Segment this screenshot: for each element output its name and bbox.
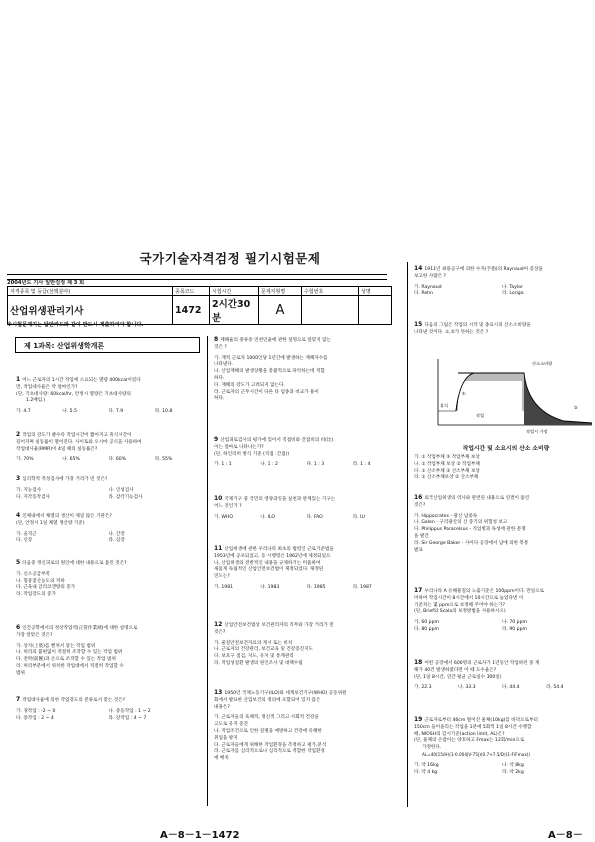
option[interactable]: 나. 5.5	[62, 409, 77, 415]
option[interactable]: 나. 70 ppm	[502, 620, 527, 626]
question-15-options	[414, 455, 590, 482]
option[interactable]: 라. 감각기능검사	[108, 494, 143, 500]
option[interactable]: 나. 근로자의 건강관리, 보건교육 및 건강증진지도	[214, 647, 313, 653]
option[interactable]: 나. ① 작업부채 보상 ② 작업부채	[414, 461, 480, 467]
option[interactable]: 나. 1 : 2	[260, 462, 278, 468]
subject-heading: 제 1과목: 산업위생학개론	[15, 337, 200, 353]
option[interactable]: 라. 10.8	[154, 409, 173, 415]
question-15: 15 다음의 그림은 작업의 시작 및 종료시의 산소소비량을 나타낸 것이다. ①,②가 뜻하는 것은 ?	[414, 321, 531, 335]
column-divider-2	[407, 262, 408, 807]
option[interactable]: 가. 골격근	[16, 531, 37, 537]
option[interactable]: 다. Philippus Paracelsus - 직업병과 독성에 관한 문명	[414, 527, 526, 533]
option[interactable]: 라. 54.4	[546, 685, 564, 691]
answer-options: 가. Hippocrates - 광산 납중독 나. Galen - 구리광산의 산 증기의 위험성 보고 다. Philippus Paracelsus - 직업병과 독성에 관한 문명 을 발간 라. Sir George Baker - 사이다 공장에서 납에 의한 복통 발표	[414, 514, 590, 555]
question-19: 19 근로자로부터 46cm 떨어진 물체(10kg)를 바닥으로부터 150cm 들어올리는 작업을 1분에 5회씩 1일 8시간 수행할 때, NIOSH의 감시기준(action limit, AL)은? (단, 물체의 손잡이는 양호하고 Fmax는 12회/min으로 가정한다. AL=40(15/H)(1-0.004|V-75|)(0.7+7.5/D)(1-F/Fmax)) 가. 약 16kg 나. 약 8kg 다. 약 4 kg 라. 약 2kg	[414, 717, 590, 776]
question-17: 17 우리나라 A 유해물질의 노출기준은 100ppm이다. 만일으로 미하여 작업시간이 8시간에서 10시간으로 늘었다면 이 기준치는 몇 ppm으로 보정해 주어야 하는가? (단, Brief와 Scala의 보정방법을 사용하시오) 가. 60 ppm 나. 70 ppm 다. 80 ppm 라. 90 ppm	[414, 588, 590, 634]
answer-options	[414, 620, 590, 634]
question-11: 11 산업위생에 관한 우리나라 최초의 법령인 근로기준법을 1953년에 공포되었고, 동 시행령은 1962년에 제정되었으 나, 산업위생의 전반적인 내용을 규제하기는 미흡하여 새롭게 독립적인 산업안전보건법이 제정되었다. 제정된 연도는? 가. 1981 나. 1983 다. 1985 라. 1987	[214, 546, 399, 592]
option[interactable]: 가. 상지(上肢)를 뻗쳐서 닿는 작업 범위	[16, 643, 96, 649]
option[interactable]: 가. 경작업 : -2 ~ 0	[16, 708, 56, 714]
option[interactable]: 라. Loriga	[502, 291, 524, 297]
option[interactable]: 다. 44.4	[502, 685, 520, 691]
time-value: 2시간30분	[210, 296, 259, 325]
answer-options	[214, 462, 399, 469]
time-label: 작업시 가정	[526, 429, 548, 434]
exam-number-box[interactable]	[302, 296, 359, 325]
option[interactable]: 라. 1 : 4	[352, 462, 371, 468]
option[interactable]: 가. 4.7	[16, 409, 31, 415]
option[interactable]: 가. 신소공급부족	[16, 571, 50, 577]
option[interactable]: 가. 지능검사	[16, 487, 42, 493]
option[interactable]: 가. WHO	[214, 514, 233, 520]
option[interactable]: 다. 60%	[108, 457, 127, 463]
field-value: 산업위생관리기사	[8, 296, 173, 325]
time-label: 시험시간	[210, 287, 259, 296]
option[interactable]: 라. 심장	[108, 538, 125, 544]
answer-options	[414, 685, 590, 692]
question-18: 18 어떤 공장에서 600명의 근로자가 1년동안 작업하던 중 재 해가 40건 발생하였다면 이 때 도수율은? (단, 1일 8시간, 연간 평균 근로일수 300일) 가. 22.3 나. 33.3 다. 44.4 라. 54.4	[414, 660, 590, 692]
option[interactable]: 가. 물질안전보건자료의 게시 또는 비치	[214, 640, 293, 646]
answer-options	[214, 641, 399, 668]
figure-caption: 작업시간 및 소요시의 산소 소비량	[462, 446, 550, 452]
question-number: 1	[16, 376, 21, 383]
option[interactable]: 나. 작업조건으로 인한 질병을 예방하고 건강에 유해한	[214, 728, 322, 734]
question-6: 6 인간공학에서의 정상작업역(正常作業域)에 대한 설명으로 가장 알맞은 것은? 가. 상지(上肢)를 뻗쳐서 닿는 작업 범위 나. 허리의 불편없이 적절히 조작할 수 있는 작업 범위 다. 전박(前腕)과 손으로 조작할 수 있는 작업 범위 라. 허리부분에서 위치한 작업대에서 적절히 작업할 수 범위	[16, 625, 201, 678]
question-2: 2 작업의 강도가 클수록 작업시간이 짧아지고 휴식시간이 길어지며 실동률이 떨어진다. 사이토와 오시마 공식을 사용하여 작업대사율(RMR)이 4일 때의 실동률은? 가. 70% 나. 65% 다. 60% 라. 55%	[16, 432, 201, 464]
option[interactable]: 라. 허리부분에서 위치한 작업대에서 적절히 작업할 수	[16, 663, 124, 669]
option[interactable]: 나. 간장	[108, 531, 125, 537]
option[interactable]: 가. 1981	[214, 584, 234, 590]
name-label: 성명	[359, 287, 392, 296]
y-axis-label: 산소소비량	[532, 361, 553, 366]
answer-options	[414, 285, 590, 299]
option[interactable]: 다. 근로자들에게 위해한 작업환경을 측정하고 평가,분석	[214, 742, 327, 748]
marker-1: ①	[462, 391, 466, 396]
option[interactable]: 가. 약 16kg	[414, 762, 439, 768]
option[interactable]: 라. 55%	[154, 457, 173, 463]
page-footer-next: A－8－	[548, 830, 583, 841]
option[interactable]: 라. Sir George Baker - 사이다 공장에서 납에 의한 복통	[414, 540, 529, 546]
option[interactable]: 가. Hippocrates - 광산 납중독	[414, 513, 478, 519]
answer-options	[414, 763, 590, 777]
question-10: 10 국제기구 중 국민의 영양과잉을 실천과 관계있는 기구는 어느 것인가 ? 가. WHO 나. ILO 다. FAO 라. IU	[214, 496, 399, 521]
answer-options: 가. 근로자들의 육체적, 정신적 그리고 사회적 건강을 고도로 유지 증진 나. 작업조건으로 인한 질병을 예방하고 건강에 유해한 취업을 방지 다. 근로자들에게 위해한 작업환경을 측정하고 평가,분석 라. 근로자를 심리적으로나 심리적으로 적합한 작업환경 에 배치	[214, 715, 399, 763]
answer-options	[214, 515, 399, 522]
answer-options	[414, 455, 590, 482]
answer-options	[16, 572, 201, 599]
option[interactable]: 나. 약 8kg	[502, 762, 524, 768]
page-footer: A－8－1－1472	[160, 830, 240, 841]
type-value: A	[259, 296, 302, 325]
option[interactable]: 라. 근로자를 심리적으로나 심리적으로 적합한 작업환경	[214, 749, 325, 755]
question-1: 1 어느 근로자의 1시간 작업에 소요되는 열량 400kcal이었다 면, 작업대사율은 약 얼마인가? (단, 기초대사량: 60kcal/hr, 안정시 열량은 기초대사량의 1.2배임.) 가. 4.7 나. 5.5 다. 7.9 라. 10.8	[16, 377, 201, 416]
option[interactable]: 다. 재해의 강도가 고려되지 않는다.	[214, 382, 285, 388]
option[interactable]: 라. IU	[352, 514, 365, 520]
answer-options: 가. 재적 근로자 1000인당 1년간에 발생하는 재해자수를 나타낸다. 나. 산업재해의 발생상황을 총괄적으로 파악하는데 적합 하다. 다. 재해의 강도가 고려되지 않는다. 라. 근로자의 근무시간이 다른 타 업종과 비교가 용이 하다.	[214, 356, 399, 404]
option[interactable]: 가. 재적 근로자 1000인당 1년간에 발생하는 재해자수를	[214, 355, 328, 361]
option[interactable]: 나. 33.3	[458, 685, 476, 691]
option[interactable]: 라. 90 ppm	[502, 626, 527, 632]
answer-options: 가. 상지(上肢)를 뻗쳐서 닿는 작업 범위 나. 허리의 불편없이 적절히 조작할 수 있는 작업 범위 다. 전박(前腕)과 손으로 조작할 수 있는 작업 범위 라. 허리부분에서 위치한 작업대에서 적절히 작업할 수 범위	[16, 644, 201, 678]
field-label: 자격종목 및 등급(선택분야)	[8, 287, 173, 296]
exam-title: 국가기술자격검정 필기시험문제	[139, 251, 321, 266]
exam-meta-table	[7, 286, 392, 325]
option[interactable]: 다. 80 ppm	[414, 626, 439, 632]
option[interactable]: 다. 1985	[306, 584, 326, 590]
option[interactable]: 나. 1983	[260, 584, 280, 590]
question-7: 7 작업대사율에 의한 작업강도의 분류로서 맞는 것은? 가. 경작업 : -2 ~ 0 나. 중등작업 : 1 ~ 2 다. 중작업 : 2 ~ 4 라. 강작업 : 4 ~ 7	[16, 697, 201, 722]
exam-session-info: 2004년도 기사 일반검정 제 3 회	[7, 280, 85, 286]
option[interactable]: 나. 65%	[62, 457, 80, 463]
option[interactable]: 다. 중작업 : 2 ~ 4	[16, 715, 54, 721]
rest-label: 휴식	[440, 403, 449, 408]
exam-number-label: 수험번호	[302, 287, 359, 296]
option[interactable]: 다. 신장	[16, 538, 33, 544]
option[interactable]: 가. ① 작업부채 ② 작업부채 보상	[414, 455, 480, 460]
option[interactable]: 라. 강작업 : 4 ~ 7	[108, 715, 147, 721]
option[interactable]: 가. 60 ppm	[414, 620, 439, 626]
option[interactable]: 가. Raynaud	[414, 284, 442, 290]
option[interactable]: 나. 산업재해의 발생상황을 총괄적으로 파악하는데 적합	[214, 369, 325, 375]
option[interactable]: 가. 70%	[16, 457, 34, 463]
option[interactable]: 다. ① 산소부채 ② 산소부채 보상	[414, 468, 480, 474]
question-4: 4 인체내에서 체열의 생산이 제일 많은 기관은? (단, 안정시 1일 체열 생산량 기준) 가. 골격근 나. 간장 다. 신장 라. 심장	[16, 513, 201, 545]
question-16: 16 외국산업위생의 역사와 관련된 내용으로 연결이 틀린 것은? 가. Hippocrates - 광산 납중독 나. Galen - 구리광산의 산 증기의 위험성 보고 다. Philippus Paracelsus - 직업병과 독성에 관한 문명 을 발간 라. Sir George Baker - 사이다 공장에서 납에 의한 복통 발표	[414, 495, 590, 554]
option[interactable]: 다. 근육내 글리코겐량의 증가	[16, 585, 76, 591]
answer-options	[16, 457, 201, 464]
option[interactable]: 다. 보호구 점검, 지도, 유지 및 통계관리	[214, 654, 294, 660]
option[interactable]: 다. 지각동작검사	[16, 494, 50, 500]
option[interactable]: 라. 작업강도의 증가	[16, 592, 56, 598]
type-label: 문제지형별	[259, 287, 302, 296]
option[interactable]: 다. FAO	[306, 514, 323, 520]
question-8: 8 재해율의 종류중 연천인율에 관한 설명으로 알맞지 않는 것은 ? 가. 재적 근로자 1000인당 1년간에 발생하는 재해자수를 나타낸다. 나. 산업재해의 발생상황을 총괄적으로 파악하는데 적합 하다. 다. 재해의 강도가 고려되지 않는다. 라. 근로자의 근무시간이 다른 타 업종과 비교가 용이 하다.	[214, 337, 399, 403]
option[interactable]: 다. 전박(前腕)과 손으로 조작할 수 있는 작업 범위	[16, 657, 116, 663]
name-box[interactable]	[359, 296, 392, 325]
column-divider-1	[207, 336, 208, 806]
answer-options	[214, 585, 399, 592]
option[interactable]: 라. 1987	[352, 584, 372, 590]
question-5: 5 다음중 정신피로의 원인에 대한 내용으로 틀린 것은? 가. 신소공급부족 나. 혈중젖산농도의 저하 다. 근육내 글리코겐량의 증가 라. 작업강도의 증가	[16, 560, 201, 599]
answer-options	[16, 709, 201, 723]
option[interactable]: 나. Galen - 구리광산의 산 증기의 위험성 보고	[414, 520, 508, 526]
option[interactable]: 가. 22.3	[414, 685, 432, 691]
question-13: 13 1950년 국제노동기구(ILO)와 세계보건기구(WHO) 공동위원 회에서 발표한 산업보건의 정의에 포함되어 있지 않은 내용은? 가. 근로자들의 육체적, 정신적 그리고 사회적 건강을 고도로 유지 증진 나. 작업조건으로 인한 질병을 예방하고 건강에 유해한 취업을 방지 다. 근로자들에게 위해한 작업환경을 측정하고 평가,분석 라. 근로자를 심리적으로나 심리적으로 적합한 작업환경 에 배치	[214, 690, 399, 763]
code-value: 1472	[173, 296, 210, 325]
option[interactable]: 라. ① 산소부채보상 ② 산소부채	[414, 475, 479, 481]
option[interactable]: 다. 7.9	[108, 409, 124, 415]
oxygen-debt-area	[524, 373, 592, 425]
option[interactable]: 나. 인성검사	[108, 487, 134, 493]
option[interactable]: 다. 1 : 3	[306, 462, 325, 468]
option[interactable]: 라. 작업성질환 발생의 원인조사 및 대책수립	[214, 660, 303, 666]
code-label: 종목코드	[173, 287, 210, 296]
oxygen-consumption-figure	[424, 355, 594, 435]
option[interactable]: 나. 혈중젖산농도의 저하	[16, 578, 65, 584]
option[interactable]: 다. Rehn	[414, 291, 433, 297]
question-9: 9 산업피로검사의 평가에 있어서 직접비와 간접비의 비(比) 이는 얼마로 나타나는가? (단, 하인리히 방식 기준 (직접 :간접)) 가. 1 : 1 나. 1 : 2 다. 1 : 3 라. 1 : 4	[214, 437, 399, 469]
question-12: 12 산업안전보건법상 보건관리자의 직무와 가장 거리가 먼 것은? 가. 물질안전보건자료의 게시 또는 비치 나. 근로자의 건강관리, 보건교육 및 건강증진지도 다. 보호구 점검, 지도, 유지 및 통계관리 라. 작업성질환 발생의 원인조사 및 대책수립	[214, 622, 399, 668]
answer-options	[16, 488, 201, 502]
option[interactable]: 라. 근로자의 근무시간이 다른 타 업종과 비교가 용이	[214, 389, 319, 395]
submission-notice: ※시험문제지는 답안카드와 같이 반드시 제출하여야 합니다.	[7, 322, 144, 328]
answer-options	[16, 532, 201, 546]
option[interactable]: 나. 허리의 불편없이 적절히 조작할 수 있는 작업 범위	[16, 650, 123, 656]
option[interactable]: 라. 약 2kg	[502, 769, 524, 775]
question-14: 14 1911년 최용공구에 의한 수지(手指)의 Raynaud씨 증상을 보고한 사람은 ? 가. Raynaud 나. Taylor 다. Rehn 라. Loriga	[414, 266, 590, 298]
option[interactable]: 나. Taylor	[502, 284, 523, 290]
answer-options	[16, 409, 201, 416]
option[interactable]: 가. 1 : 1	[214, 462, 232, 468]
work-label: 작업	[476, 413, 485, 418]
marker-2: ②	[574, 405, 578, 410]
option[interactable]: 나. ILO	[260, 514, 275, 520]
option[interactable]: 나. 중등작업 : 1 ~ 2	[108, 708, 151, 714]
question-3: 3 심리학적 적성검사에 가장 거리가 먼 것은? 가. 지능검사 나. 인성검사 다. 지각동작검사 라. 감각기능검사	[16, 476, 201, 501]
option[interactable]: 가. 근로자들의 육체적, 정신적 그리고 사회적 건강을	[214, 715, 319, 721]
option[interactable]: 다. 약 4 kg	[414, 769, 438, 775]
